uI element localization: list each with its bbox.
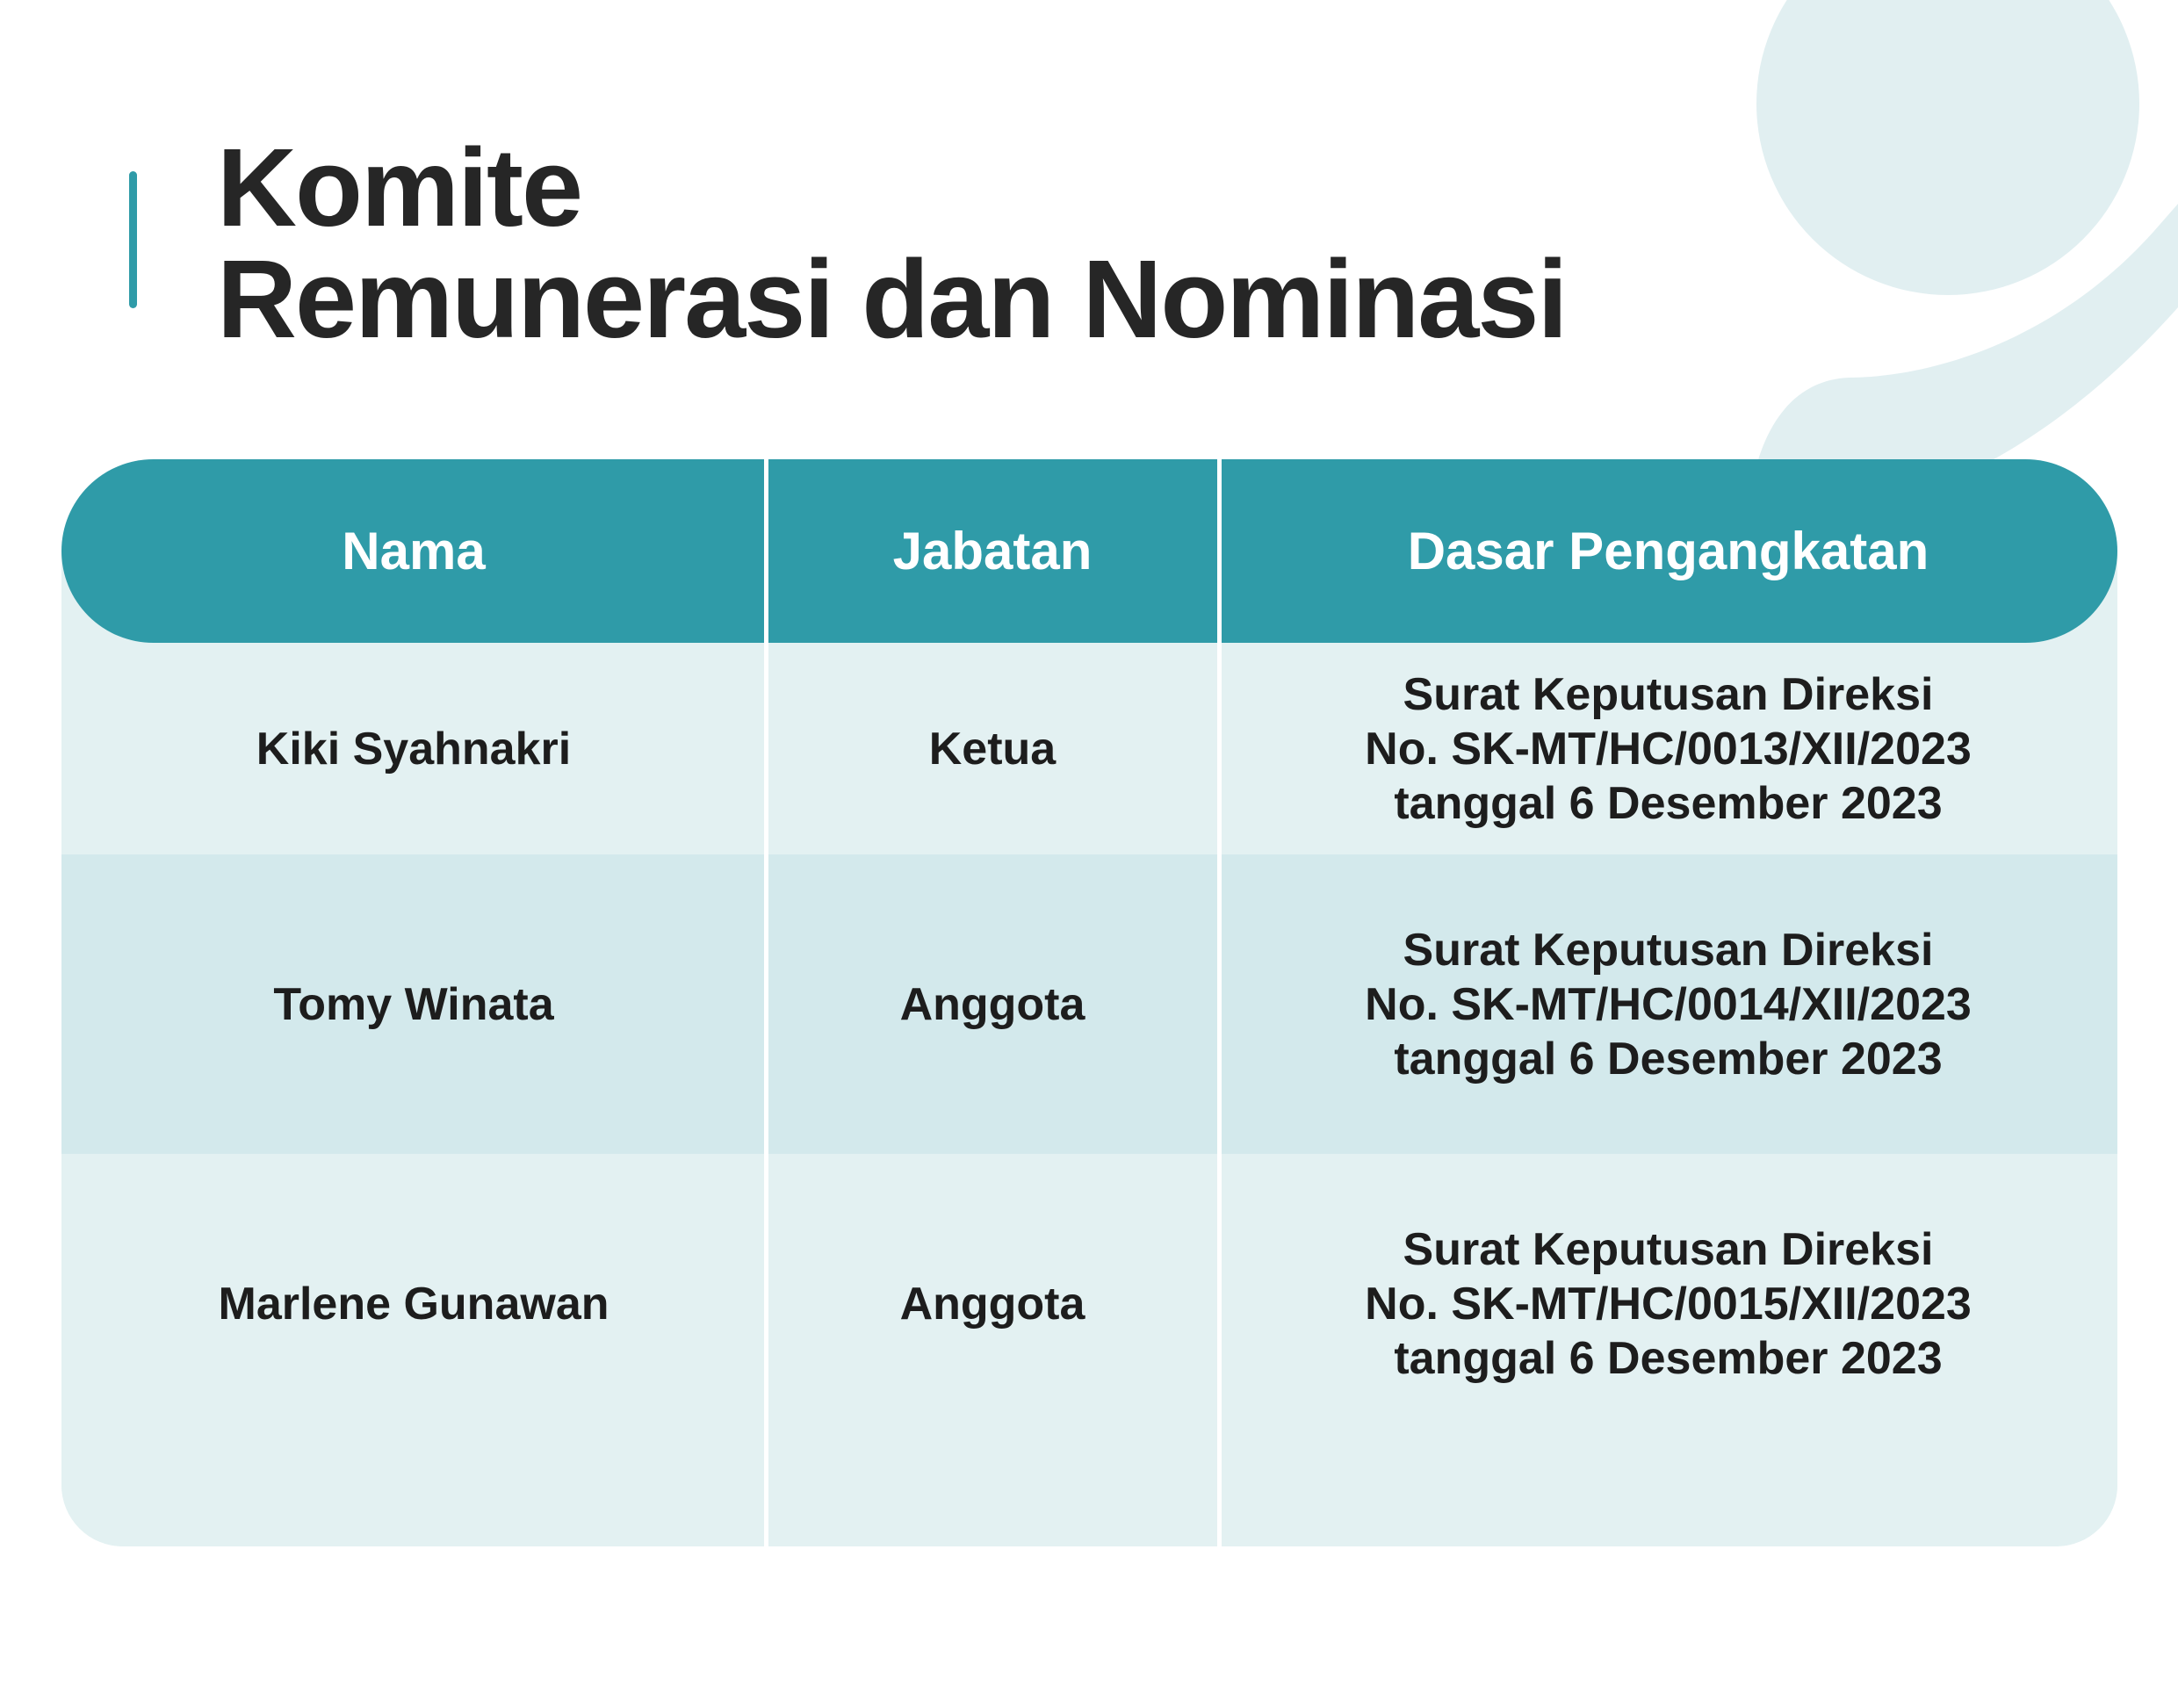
cell-nama: Tomy Winata [273,978,554,1030]
cell-dasar-pengangkatan [1219,1154,2117,1453]
dasar-line: tanggal 6 Desember 2023 [1394,777,1943,829]
dasar-line: No. SK-MT/HC/0014/XII/2023 [1365,978,1972,1030]
dasar-line: No. SK-MT/HC/0015/XII/2023 [1365,1278,1972,1330]
cell-dasar-pengangkatan [1219,643,2117,854]
table-body [61,551,2117,1546]
cell-jabatan: Ketua [928,723,1057,775]
cell-jabatan: Anggota [899,1278,1085,1330]
table-row [61,1154,2117,1546]
cell-nama: Marlene Gunawan [218,1278,609,1330]
dasar-line: Surat Keputusan Direksi [1403,924,1934,976]
cell-dasar-pengangkatan [1219,854,2117,1154]
dasar-line: Surat Keputusan Direksi [1403,1223,1934,1275]
table-row [61,854,2117,1154]
column-divider [764,459,768,1546]
header-jabatan: Jabatan [892,522,1093,580]
dasar-line: No. SK-MT/HC/0013/XII/2023 [1365,723,1972,775]
page-title [217,126,1567,361]
table-header [61,459,2117,643]
decor-circle [1756,0,2139,295]
title-accent-bar [129,171,137,308]
decor-arc [1756,204,2178,492]
title-line-1: Komite [217,126,582,249]
header-dasar-pengangkatan: Dasar Pengangkatan [1407,522,1929,580]
dasar-line: Surat Keputusan Direksi [1403,668,1934,720]
title-line-2: Remunerasi dan Nominasi [217,237,1567,361]
cell-jabatan: Anggota [899,978,1085,1030]
committee-table [61,459,2117,1546]
dasar-line: tanggal 6 Desember 2023 [1394,1332,1943,1384]
cell-nama: Kiki Syahnakri [256,723,572,775]
dasar-line: tanggal 6 Desember 2023 [1394,1033,1943,1085]
column-divider [1217,459,1222,1546]
header-nama: Nama [342,522,486,580]
